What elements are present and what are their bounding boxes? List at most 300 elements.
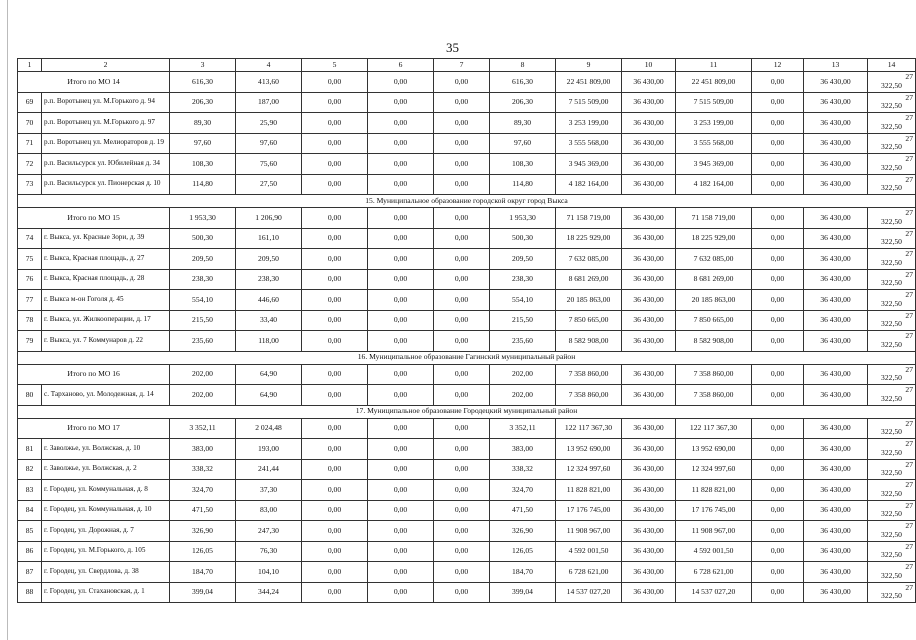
value-cell: 446,60 [236,290,302,311]
value-cell: 36 430,00 [804,154,868,175]
value-cell: 0,00 [434,228,490,249]
value-cell: 89,30 [170,113,236,134]
value-cell: 235,60 [170,331,236,352]
amount-cell [868,269,916,290]
amount-part-1: 27 [905,521,913,531]
value-cell: 0,00 [302,290,368,311]
value-cell: 36 430,00 [804,562,868,583]
address-cell: р.п. Васильсурск ул. Пионерская д. 10 [42,174,170,195]
value-cell: 0,00 [752,331,804,352]
amount-part-2: 322,50 [881,468,902,478]
section-heading-row [18,195,916,208]
value-cell: 0,00 [302,174,368,195]
value-cell: 122 117 367,30 [556,418,622,439]
value-cell: 326,90 [490,521,556,542]
value-cell: 0,00 [752,113,804,134]
table-row [18,269,916,290]
value-cell: 17 176 745,00 [676,500,752,521]
value-cell: 399,04 [170,582,236,603]
amount-part-1: 27 [905,562,913,572]
amount-part-1: 27 [905,133,913,143]
value-cell: 0,00 [434,249,490,270]
value-cell: 3 555 568,00 [556,133,622,154]
value-cell: 13 952 690,00 [556,439,622,460]
value-cell: 3 555 568,00 [676,133,752,154]
value-cell: 0,00 [434,500,490,521]
amount-part-2: 322,50 [881,373,902,383]
row-number: 72 [18,154,42,175]
value-cell: 206,30 [170,92,236,113]
amount-part-1: 27 [905,92,913,102]
value-cell: 0,00 [368,418,434,439]
value-cell: 7 850 665,00 [556,310,622,331]
value-cell: 64,90 [236,364,302,385]
subtotal-row [18,208,916,229]
value-cell: 97,60 [490,133,556,154]
value-cell: 36 430,00 [804,249,868,270]
value-cell: 97,60 [170,133,236,154]
value-cell: 215,50 [170,310,236,331]
amount-part-1: 27 [905,500,913,510]
value-cell: 209,50 [236,249,302,270]
value-cell: 36 430,00 [804,418,868,439]
value-cell: 554,10 [170,290,236,311]
address-cell: г. Городец, ул. Свердлова, д. 38 [42,562,170,583]
value-cell: 126,05 [170,541,236,562]
section-heading: 17. Муниципальное образование Городецкий муниципальный район [18,405,916,418]
page-number: 35 [446,40,459,55]
value-cell: 0,00 [368,208,434,229]
address-cell: с. Тарханово, ул. Молодежная, д. 14 [42,385,170,406]
value-cell: 0,00 [302,331,368,352]
table-row [18,174,916,195]
row-number: 69 [18,92,42,113]
amount-cell [868,582,916,603]
amount-cell [868,290,916,311]
value-cell: 36 430,00 [622,521,676,542]
value-cell: 11 828 821,00 [556,480,622,501]
value-cell: 0,00 [434,113,490,134]
amount-cell [868,364,916,385]
amount-cell [868,174,916,195]
value-cell: 36 430,00 [804,331,868,352]
value-cell: 338,32 [490,459,556,480]
value-cell: 37,30 [236,480,302,501]
value-cell: 0,00 [752,364,804,385]
amount-part-1: 27 [905,364,913,374]
amount-cell [868,459,916,480]
value-cell: 108,30 [170,154,236,175]
address-cell: г. Городец, ул. Коммунальная, д. 8 [42,480,170,501]
value-cell: 0,00 [434,269,490,290]
value-cell: 36 430,00 [622,249,676,270]
amount-part-2: 322,50 [881,121,902,131]
subtotal-row [18,72,916,93]
row-number: 76 [18,269,42,290]
row-number: 86 [18,541,42,562]
row-number: 71 [18,133,42,154]
amount-part-1: 27 [905,174,913,184]
value-cell: 14 537 027,20 [676,582,752,603]
address-cell: г. Выкса, ул. 7 Коммунаров д. 22 [42,331,170,352]
value-cell: 2 024,48 [236,418,302,439]
value-cell: 215,50 [490,310,556,331]
value-cell: 36 430,00 [622,582,676,603]
value-cell: 0,00 [752,72,804,93]
value-cell: 0,00 [752,269,804,290]
value-cell: 36 430,00 [622,385,676,406]
value-cell: 8 582 908,00 [676,331,752,352]
value-cell: 36 430,00 [804,269,868,290]
amount-part-2: 322,50 [881,427,902,437]
value-cell: 36 430,00 [622,228,676,249]
row-number: 79 [18,331,42,352]
row-number: 74 [18,228,42,249]
amount-part-2: 322,50 [881,101,902,111]
value-cell: 25,90 [236,113,302,134]
amount-part-1: 27 [905,480,913,490]
value-cell: 338,32 [170,459,236,480]
value-cell: 7 515 509,00 [676,92,752,113]
value-cell: 36 430,00 [622,133,676,154]
value-cell: 114,80 [490,174,556,195]
value-cell: 0,00 [434,331,490,352]
value-cell: 202,00 [490,364,556,385]
value-cell: 71 158 719,00 [556,208,622,229]
value-cell: 0,00 [752,582,804,603]
value-cell: 118,00 [236,331,302,352]
amount-part-2: 322,50 [881,142,902,152]
value-cell: 324,70 [490,480,556,501]
table-row [18,331,916,352]
value-cell: 36 430,00 [622,174,676,195]
amount-part-1: 27 [905,385,913,395]
column-number-cell: 11 [676,59,752,72]
amount-cell [868,310,916,331]
table-row [18,290,916,311]
value-cell: 247,30 [236,521,302,542]
table-row [18,92,916,113]
value-cell: 1 953,30 [170,208,236,229]
address-cell: г. Выкса м-он Гоголя д. 45 [42,290,170,311]
value-cell: 0,00 [302,439,368,460]
amount-part-2: 322,50 [881,447,902,457]
value-cell: 11 908 967,00 [556,521,622,542]
value-cell: 0,00 [752,541,804,562]
table-row [18,310,916,331]
amount-part-1: 27 [905,459,913,469]
value-cell: 0,00 [368,228,434,249]
column-number-cell: 1 [18,59,42,72]
value-cell: 241,44 [236,459,302,480]
table-row [18,249,916,270]
row-number: 83 [18,480,42,501]
amount-cell [868,331,916,352]
address-cell: г. Заволжье, ул. Волжская, д. 10 [42,439,170,460]
value-cell: 0,00 [368,331,434,352]
value-cell: 12 324 997,60 [676,459,752,480]
table-row [18,459,916,480]
column-number-cell: 3 [170,59,236,72]
value-cell: 3 352,11 [170,418,236,439]
table-row [18,480,916,501]
value-cell: 14 537 027,20 [556,582,622,603]
value-cell: 206,30 [490,92,556,113]
table-row [18,385,916,406]
value-cell: 7 850 665,00 [676,310,752,331]
table-row [18,582,916,603]
value-cell: 0,00 [752,418,804,439]
row-number: 81 [18,439,42,460]
buildings-table [17,58,916,603]
value-cell: 0,00 [752,500,804,521]
value-cell: 0,00 [752,92,804,113]
value-cell: 36 430,00 [804,521,868,542]
table-row [18,562,916,583]
value-cell: 7 515 509,00 [556,92,622,113]
value-cell: 0,00 [302,269,368,290]
value-cell: 0,00 [302,364,368,385]
value-cell: 235,60 [490,331,556,352]
value-cell: 4 592 001,50 [676,541,752,562]
value-cell: 20 185 863,00 [556,290,622,311]
value-cell: 1 953,30 [490,208,556,229]
amount-part-2: 322,50 [881,278,902,288]
value-cell: 8 681 269,00 [556,269,622,290]
value-cell: 36 430,00 [622,154,676,175]
row-number: 70 [18,113,42,134]
value-cell: 36 430,00 [622,113,676,134]
value-cell: 13 952 690,00 [676,439,752,460]
address-cell: г. Городец, ул. Дорожная, д. 7 [42,521,170,542]
value-cell: 1 206,90 [236,208,302,229]
amount-part-2: 322,50 [881,80,902,90]
table-body [18,59,916,603]
amount-cell [868,92,916,113]
value-cell: 0,00 [368,174,434,195]
amount-part-1: 27 [905,154,913,164]
amount-part-2: 322,50 [881,509,902,519]
amount-cell [868,439,916,460]
value-cell: 4 182 164,00 [556,174,622,195]
value-cell: 0,00 [434,459,490,480]
value-cell: 0,00 [752,174,804,195]
amount-cell [868,480,916,501]
value-cell: 0,00 [302,249,368,270]
value-cell: 8 681 269,00 [676,269,752,290]
value-cell: 202,00 [490,385,556,406]
value-cell: 0,00 [752,133,804,154]
value-cell: 0,00 [434,133,490,154]
value-cell: 7 358 860,00 [676,364,752,385]
value-cell: 0,00 [302,310,368,331]
value-cell: 36 430,00 [622,310,676,331]
value-cell: 3 352,11 [490,418,556,439]
amount-part-1: 27 [905,72,913,82]
value-cell: 209,50 [490,249,556,270]
table-row [18,439,916,460]
value-cell: 4 592 001,50 [556,541,622,562]
value-cell: 20 185 863,00 [676,290,752,311]
table-row [18,500,916,521]
value-cell: 0,00 [434,72,490,93]
amount-part-2: 322,50 [881,162,902,172]
address-cell: г. Выкса, Красная площадь, д. 27 [42,249,170,270]
amount-part-2: 322,50 [881,529,902,539]
section-heading: 15. Муниципальное образование городской округ город Выкса [18,195,916,208]
value-cell: 6 728 621,00 [556,562,622,583]
value-cell: 238,30 [236,269,302,290]
value-cell: 0,00 [752,228,804,249]
amount-part-1: 27 [905,269,913,279]
value-cell: 0,00 [434,290,490,311]
address-cell: г. Выкса, ул. Жилкооперации, д. 17 [42,310,170,331]
amount-part-1: 27 [905,541,913,551]
value-cell: 161,10 [236,228,302,249]
value-cell: 36 430,00 [804,113,868,134]
value-cell: 383,00 [170,439,236,460]
value-cell: 0,00 [302,418,368,439]
amount-part-2: 322,50 [881,339,902,349]
value-cell: 0,00 [302,459,368,480]
value-cell: 0,00 [752,290,804,311]
value-cell: 114,80 [170,174,236,195]
value-cell: 3 945 369,00 [556,154,622,175]
value-cell: 344,24 [236,582,302,603]
amount-part-2: 322,50 [881,298,902,308]
value-cell: 0,00 [434,154,490,175]
value-cell: 0,00 [752,521,804,542]
value-cell: 0,00 [302,113,368,134]
value-cell: 7 358 860,00 [556,385,622,406]
amount-part-2: 322,50 [881,237,902,247]
value-cell: 0,00 [368,154,434,175]
amount-part-2: 322,50 [881,550,902,560]
address-cell: г. Заволжье, ул. Волжская, д. 2 [42,459,170,480]
column-number-cell: 7 [434,59,490,72]
row-number: 85 [18,521,42,542]
value-cell: 36 430,00 [622,541,676,562]
value-cell: 11 908 967,00 [676,521,752,542]
value-cell: 0,00 [368,290,434,311]
table-row [18,113,916,134]
address-cell: р.п. Воротынец ул. М.Горького д. 97 [42,113,170,134]
value-cell: 36 430,00 [804,500,868,521]
value-cell: 0,00 [302,480,368,501]
value-cell: 126,05 [490,541,556,562]
value-cell: 0,00 [752,310,804,331]
address-cell: г. Городец, ул. М.Горького, д. 105 [42,541,170,562]
value-cell: 104,10 [236,562,302,583]
value-cell: 413,60 [236,72,302,93]
amount-part-1: 27 [905,228,913,238]
value-cell: 187,00 [236,92,302,113]
value-cell: 471,50 [490,500,556,521]
value-cell: 0,00 [302,582,368,603]
value-cell: 193,00 [236,439,302,460]
value-cell: 3 945 369,00 [676,154,752,175]
row-number: 75 [18,249,42,270]
table-row [18,154,916,175]
value-cell: 0,00 [368,541,434,562]
value-cell: 0,00 [752,208,804,229]
value-cell: 0,00 [434,582,490,603]
value-cell: 71 158 719,00 [676,208,752,229]
value-cell: 616,30 [490,72,556,93]
amount-part-2: 322,50 [881,570,902,580]
value-cell: 97,60 [236,133,302,154]
value-cell: 0,00 [368,310,434,331]
column-number-cell: 4 [236,59,302,72]
column-number-cell: 5 [302,59,368,72]
amount-part-1: 27 [905,418,913,428]
amount-cell [868,133,916,154]
value-cell: 18 225 929,00 [676,228,752,249]
value-cell: 0,00 [368,385,434,406]
amount-part-2: 322,50 [881,319,902,329]
subtotal-row [18,364,916,385]
value-cell: 36 430,00 [804,228,868,249]
address-cell: г. Городец, ул. Стахановская, д. 1 [42,582,170,603]
value-cell: 36 430,00 [804,459,868,480]
amount-part-1: 27 [905,208,913,218]
value-cell: 0,00 [434,439,490,460]
value-cell: 0,00 [302,92,368,113]
amount-part-1: 27 [905,113,913,123]
value-cell: 36 430,00 [804,364,868,385]
amount-part-2: 322,50 [881,488,902,498]
value-cell: 6 728 621,00 [676,562,752,583]
row-number: 88 [18,582,42,603]
subtotal-row [18,418,916,439]
value-cell: 36 430,00 [622,290,676,311]
value-cell: 0,00 [368,72,434,93]
amount-cell [868,208,916,229]
value-cell: 12 324 997,60 [556,459,622,480]
value-cell: 18 225 929,00 [556,228,622,249]
value-cell: 326,90 [170,521,236,542]
value-cell: 0,00 [302,228,368,249]
value-cell: 36 430,00 [804,541,868,562]
value-cell: 554,10 [490,290,556,311]
value-cell: 0,00 [434,480,490,501]
value-cell: 7 632 085,00 [556,249,622,270]
value-cell: 36 430,00 [804,439,868,460]
amount-cell [868,113,916,134]
value-cell: 0,00 [368,113,434,134]
value-cell: 0,00 [368,459,434,480]
column-number-cell: 8 [490,59,556,72]
value-cell: 36 430,00 [622,92,676,113]
amount-cell [868,249,916,270]
address-cell: р.п. Воротынец ул. М.Горького д. 94 [42,92,170,113]
value-cell: 83,00 [236,500,302,521]
value-cell: 0,00 [434,541,490,562]
value-cell: 33,40 [236,310,302,331]
table-row [18,521,916,542]
column-number-cell: 10 [622,59,676,72]
value-cell: 0,00 [368,364,434,385]
amount-cell [868,228,916,249]
value-cell: 202,00 [170,385,236,406]
amount-cell [868,418,916,439]
value-cell: 0,00 [434,364,490,385]
value-cell: 324,70 [170,480,236,501]
value-cell: 27,50 [236,174,302,195]
value-cell: 0,00 [302,562,368,583]
value-cell: 0,00 [302,133,368,154]
table-row [18,541,916,562]
